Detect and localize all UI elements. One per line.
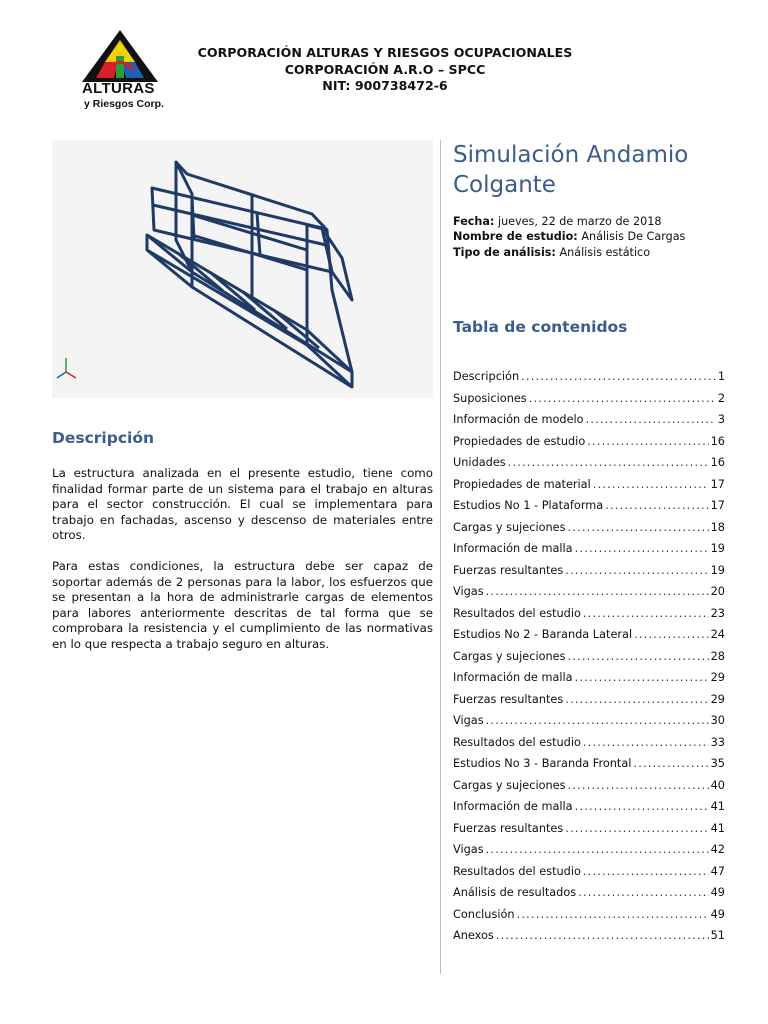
description-heading: Descripción xyxy=(52,429,155,447)
toc-entry[interactable] xyxy=(453,370,725,392)
toc-entry-label: Vigas xyxy=(453,843,484,856)
toc-entry-label: Propiedades de estudio xyxy=(453,434,586,448)
toc-leader-dots xyxy=(517,908,709,921)
toc-entry-page: 16 xyxy=(710,434,725,448)
tipo-label: Tipo de análisis: xyxy=(453,245,556,259)
toc-leader-dots xyxy=(586,413,716,426)
toc-entry-label: Fuerzas resultantes xyxy=(453,692,564,706)
toc-entry[interactable] xyxy=(453,929,725,951)
toc-leader-dots xyxy=(583,607,709,620)
toc-entry[interactable] xyxy=(453,736,725,758)
toc-entry-label: Estudios No 2 - Baranda Lateral xyxy=(453,628,633,641)
toc-entry-label: Resultados del estudio xyxy=(453,864,581,878)
toc-entry-label: Cargas y sujeciones xyxy=(453,520,566,534)
toc-entry-label: Suposiciones xyxy=(453,391,527,405)
fecha-value: jueves, 22 de marzo de 2018 xyxy=(497,215,662,228)
document-header xyxy=(180,45,590,95)
header-company-short: CORPORACIÓN A.R.O – SPCC xyxy=(284,61,486,77)
company-logo xyxy=(78,26,178,116)
toc-leader-dots xyxy=(568,779,709,792)
toc-entry-page: 42 xyxy=(710,843,725,856)
logo-brand: ALTURAS xyxy=(82,80,155,97)
toc-entry[interactable] xyxy=(453,822,725,844)
toc-leader-dots xyxy=(486,843,709,856)
toc-entry-page: 3 xyxy=(717,413,725,426)
toc-leader-dots xyxy=(565,693,708,706)
toc-entry[interactable] xyxy=(453,908,725,930)
toc-leader-dots xyxy=(568,521,709,534)
toc-entry-label: Análisis de resultados xyxy=(453,886,577,899)
toc-entry-page: 17 xyxy=(710,477,725,491)
toc-leader-dots xyxy=(583,736,709,749)
toc-entry[interactable] xyxy=(453,478,725,500)
toc-entry[interactable] xyxy=(453,521,725,543)
toc-leader-dots xyxy=(568,650,709,663)
toc-leader-dots xyxy=(575,671,709,684)
toc-entry-label: Información de modelo xyxy=(453,413,584,426)
toc-entry-page: 20 xyxy=(710,585,725,598)
toc-entry[interactable] xyxy=(453,542,725,564)
description-paragraph: Para estas condiciones, la estructura debe ser capaz de soportar además de 2 personas para la labor, los esfuerzos que se presentan a la hora de administrarle cargas de elementos para labores anteriormente descritas de tal forma que se comprobara la resistencia y el cumplimiento de las normativas en lo que respecta a trabajo seguro en alturas. xyxy=(52,558,433,651)
toc-entry-page: 29 xyxy=(710,692,725,706)
toc-entry[interactable] xyxy=(453,607,725,629)
toc-entry[interactable] xyxy=(453,886,725,908)
toc-entry[interactable] xyxy=(453,499,725,521)
toc-leader-dots xyxy=(578,886,708,899)
toc-entry-page: 16 xyxy=(710,456,725,469)
toc-leader-dots xyxy=(634,628,709,641)
scaffold-drawing xyxy=(52,140,433,398)
toc-entry-page: 33 xyxy=(710,735,725,749)
toc-entry-label: Información de malla xyxy=(453,800,573,813)
axis-triad-icon xyxy=(57,358,76,378)
toc-leader-dots xyxy=(521,370,716,383)
description-paragraph: La estructura analizada en el presente estudio, tiene como finalidad formar parte de un sistema para el trabajo en alturas para el sector construcción. El cual se implementara para trabajo en fachadas, ascenso y descenso de materiales entre otros. xyxy=(52,466,433,543)
estudio-label: Nombre de estudio: xyxy=(453,230,578,244)
study-metadata xyxy=(453,214,753,260)
toc-leader-dots xyxy=(486,714,709,727)
toc-entry-label: Resultados del estudio xyxy=(453,735,581,749)
toc-entry-page: 19 xyxy=(710,563,725,577)
toc-entry[interactable] xyxy=(453,435,725,457)
toc-entry-page: 28 xyxy=(710,649,725,663)
toc-heading: Tabla de contenidos xyxy=(453,318,628,336)
toc-entry[interactable] xyxy=(453,585,725,607)
toc-entry-page: 51 xyxy=(710,929,725,942)
logo-tagline: y Riesgos Corp. xyxy=(84,98,164,110)
toc-leader-dots xyxy=(575,542,709,555)
toc-entry-label: Estudios No 3 - Baranda Frontal xyxy=(453,757,632,770)
toc-leader-dots xyxy=(496,929,709,942)
tipo-value: Análisis estático xyxy=(559,245,651,259)
toc-entry[interactable] xyxy=(453,413,725,435)
description-body xyxy=(52,466,433,668)
toc-entry-page: 49 xyxy=(710,886,725,899)
toc-entry-page: 1 xyxy=(717,370,725,383)
toc-leader-dots xyxy=(587,435,708,448)
fecha-label: Fecha: xyxy=(453,215,495,228)
toc-leader-dots xyxy=(575,800,709,813)
toc-entry-label: Resultados del estudio xyxy=(453,606,581,620)
toc-entry-page: 17 xyxy=(710,499,725,512)
toc-leader-dots xyxy=(486,585,709,598)
toc-leader-dots xyxy=(529,392,716,405)
toc-entry[interactable] xyxy=(453,456,725,478)
toc-entry-label: Descripción xyxy=(453,370,520,383)
toc-leader-dots xyxy=(508,456,709,469)
toc-entry[interactable] xyxy=(453,628,725,650)
toc-entry-page: 24 xyxy=(710,628,725,641)
toc-entry[interactable] xyxy=(453,671,725,693)
toc-entry-page: 18 xyxy=(710,520,725,534)
toc-entry[interactable] xyxy=(453,800,725,822)
toc-entry-label: Información de malla xyxy=(453,671,573,684)
toc-entry[interactable] xyxy=(453,865,725,887)
table-of-contents xyxy=(453,370,725,951)
toc-entry-page: 41 xyxy=(710,800,725,813)
document-title: Simulación Andamio Colgante xyxy=(453,142,689,198)
toc-leader-dots xyxy=(565,822,708,835)
toc-entry-page: 35 xyxy=(710,757,725,770)
estudio-value: Análisis De Cargas xyxy=(581,230,686,244)
toc-entry-page: 29 xyxy=(710,671,725,684)
toc-entry[interactable] xyxy=(453,779,725,801)
header-company: CORPORACIÓN ALTURAS Y RIESGOS OCUPACIONALES xyxy=(197,45,573,60)
toc-entry-label: Vigas xyxy=(453,585,484,598)
toc-entry-label: Cargas y sujeciones xyxy=(453,649,566,663)
header-nit: NIT: 900738472-6 xyxy=(322,78,448,93)
toc-entry[interactable] xyxy=(453,757,725,779)
toc-leader-dots xyxy=(605,499,708,512)
toc-leader-dots xyxy=(593,478,709,491)
toc-entry-label: Propiedades de material xyxy=(453,477,591,491)
toc-entry[interactable] xyxy=(453,693,725,715)
column-divider xyxy=(440,140,441,974)
toc-entry-page: 2 xyxy=(717,391,725,405)
toc-entry-label: Fuerzas resultantes xyxy=(453,821,564,835)
toc-entry-label: Vigas xyxy=(453,714,484,727)
toc-leader-dots xyxy=(633,757,708,770)
toc-entry-page: 19 xyxy=(710,542,725,555)
toc-entry-label: Unidades xyxy=(453,456,506,469)
toc-entry-page: 49 xyxy=(710,907,725,921)
toc-entry-label: Cargas y sujeciones xyxy=(453,778,566,792)
toc-entry[interactable] xyxy=(453,714,725,736)
toc-entry[interactable] xyxy=(453,650,725,672)
toc-entry-label: Información de malla xyxy=(453,542,573,555)
toc-entry-page: 41 xyxy=(710,821,725,835)
toc-entry-label: Fuerzas resultantes xyxy=(453,563,564,577)
toc-entry[interactable] xyxy=(453,564,725,586)
toc-entry[interactable] xyxy=(453,843,725,865)
toc-entry-label: Conclusión xyxy=(453,907,515,921)
toc-leader-dots xyxy=(565,564,708,577)
toc-entry[interactable] xyxy=(453,392,725,414)
toc-leader-dots xyxy=(583,865,709,878)
toc-entry-page: 23 xyxy=(710,606,725,620)
toc-entry-page: 40 xyxy=(710,778,725,792)
toc-entry-page: 30 xyxy=(710,714,725,727)
scaffold-model-image xyxy=(52,140,433,398)
toc-entry-page: 47 xyxy=(710,864,725,878)
toc-entry-label: Estudios No 1 - Plataforma xyxy=(453,499,604,512)
toc-entry-label: Anexos xyxy=(453,929,494,942)
